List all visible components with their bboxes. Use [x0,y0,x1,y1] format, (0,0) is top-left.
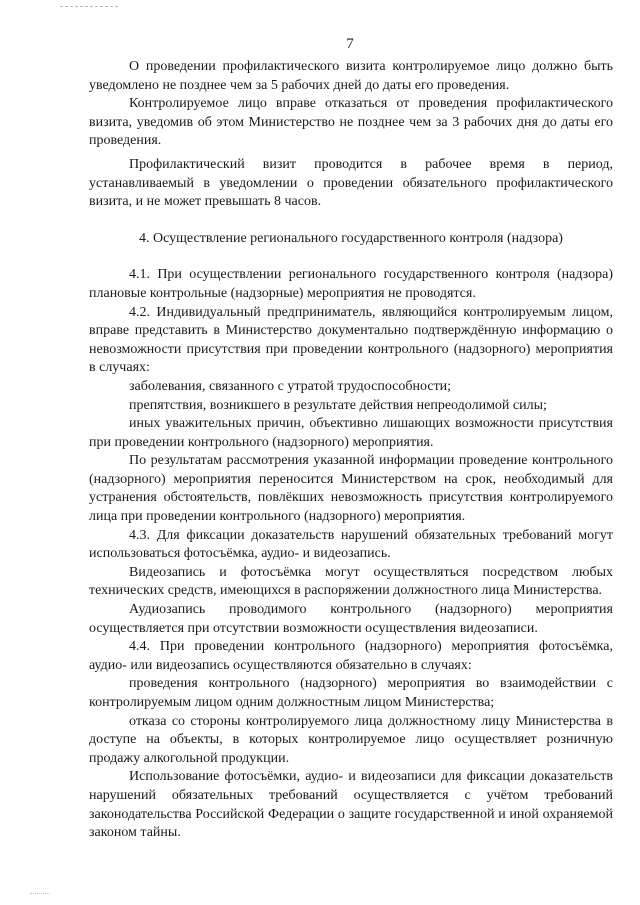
page-number: 7 [346,36,354,52]
paragraph-visit-notice: О проведении профилактического визита контролируемое лицо должно быть уведомлено не позднее чем за 5 рабочих дней до даты его проведения. [89,59,613,93]
paragraph-4-1: 4.1. При осуществлении регионального государственного контроля (надзора) плановые контрольные (надзорные) мероприятия не проводятся. [89,267,613,301]
list-item-other-reasons: иных уважительных причин, объективно лишающих возможности присутствия при проведении контрольного (надзорного) мероприятия. [89,416,613,450]
paragraph-4-2: 4.2. Индивидуальный предприниматель, являющийся контролируемым лицом, вправе представить в Министерство документально подтверждённую информацию о невозможности присутствия при проведении контрольного (надзорного) мероприятия в случаях: [89,304,613,376]
document-body [89,58,613,843]
paragraph-4-3: 4.3. Для фиксации доказательств нарушений обязательных требований могут использоваться фотосъёмка, аудио- и видеозапись. [89,527,613,562]
paragraph-audio: Аудиозапись проводимого контрольного (надзорного) мероприятия осуществляется при отсутствии возможности осуществления видеозаписи. [89,602,613,636]
section-heading: 4. Осуществление регионального государственного контроля (надзора) [139,230,563,246]
paragraph-video-photo: Видеозапись и фотосъёмка могут осуществляться посредством любых технических средств, имеющихся в распоряжении должностного лица Министерства. [89,564,613,599]
list-item-force-majeure: препятствия, возникшего в результате действия непреодолимой силы; [129,397,547,413]
paragraph-4-4: 4.4. При проведении контрольного (надзорного) мероприятия фотосъёмка, аудио- или видеозапись осуществляются обязательно в случаях: [89,639,613,673]
paragraph-secrecy: Использование фотосъёмки, аудио- и видеозаписи для фиксации доказательств нарушений обязательных требований осуществляется с учётом требований законодательства Российской Федерации о защите государственной и иной охраняемой законом тайны. [89,769,613,841]
scan-artifact [60,6,118,8]
list-item-single-official: проведения контрольного (надзорного) мероприятия во взаимодействии с контролируемым лицом одним должностным лицом Министерства; [89,676,613,710]
list-item-access-refusal: отказа со стороны контролируемого лица должностному лицу Министерства в доступе на объекты, в которых контролируемое лицо осуществляет розничную продажу алкогольной продукции. [89,713,613,766]
paragraph-postponement: По результатам рассмотрения указанной информации проведение контрольного (надзорного) мероприятия переносится Министерством на срок, необходимый для устранения обстоятельств, повлёкших невозможность присутствия контролируемого лица при проведении контрольного (надзорного) мероприятия. [89,453,613,525]
scan-artifact [30,893,50,895]
paragraph-visit-refusal: Контролируемое лицо вправе отказаться от проведения профилактического визита, уведомив об этом Министерство не позднее чем за 3 рабочих дня до даты его проведения. [89,96,613,149]
list-item-illness: заболевания, связанного с утратой трудоспособности; [129,378,452,394]
paragraph-visit-duration: Профилактический визит проводится в рабочее время в период, устанавливаемый в уведомлении о проведении обязательного профилактического визита, и не может превышать 8 часов. [89,156,613,210]
